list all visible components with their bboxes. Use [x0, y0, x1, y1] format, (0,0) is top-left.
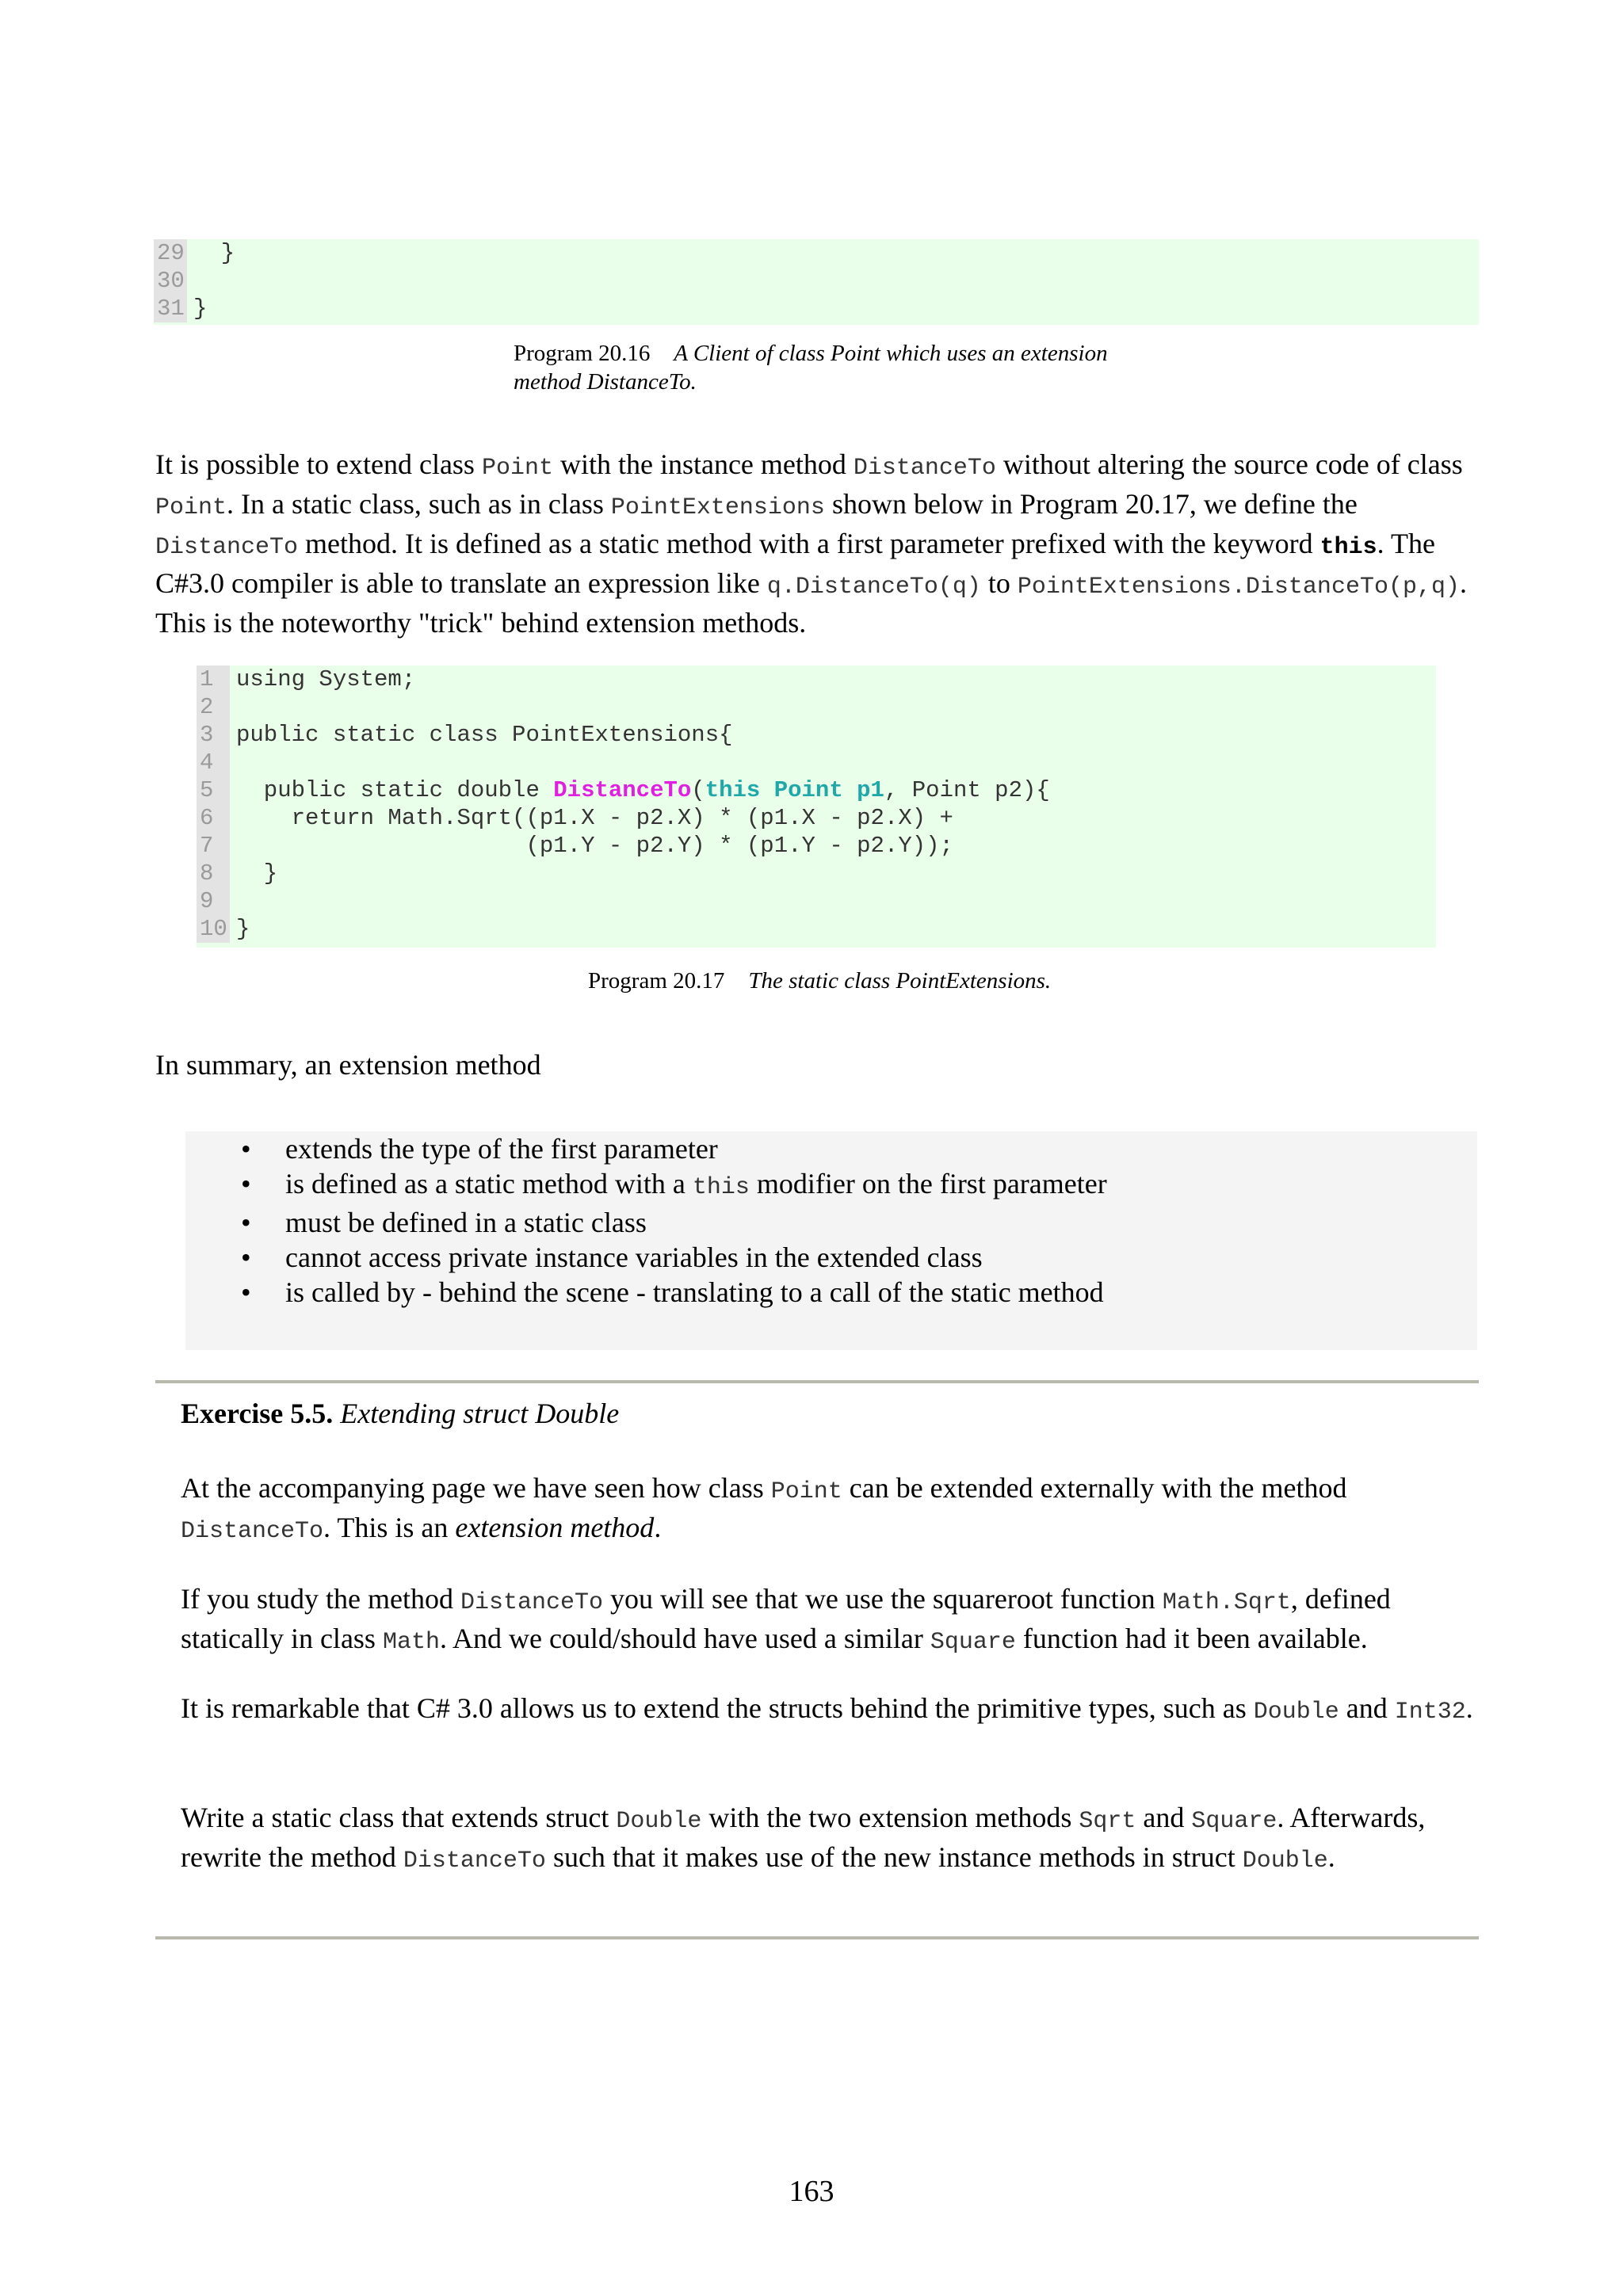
- text: function had it been available.: [1015, 1623, 1368, 1654]
- program-caption-20-16: [514, 339, 1108, 396]
- exercise-title: Extending struct Double: [340, 1398, 620, 1429]
- emphasis: extension method: [455, 1512, 655, 1543]
- text: . This is an: [323, 1512, 456, 1543]
- text: If you study the method: [181, 1583, 460, 1615]
- code-line: [197, 860, 1436, 887]
- intro-paragraph: [155, 447, 1480, 641]
- this-param-highlight: this Point p1: [705, 777, 884, 803]
- caption-title: A Client of class Point which uses an extension: [674, 341, 1108, 366]
- bullet: •: [241, 1133, 251, 1165]
- code-text: public static class PointExtensions{: [236, 722, 733, 748]
- code-inline: Math.Sqrt: [1162, 1589, 1291, 1616]
- code-text: }: [236, 860, 278, 887]
- list-item: [241, 1131, 1107, 1166]
- line-number: 3: [197, 721, 230, 749]
- caption-number: Program 20.17: [588, 968, 725, 994]
- caption-title: The static class PointExtensions.: [748, 968, 1052, 994]
- program-caption-20-17: [588, 967, 1051, 995]
- text: can be extended externally with the method: [842, 1472, 1347, 1504]
- text: such that it makes use of the new instance methods in struct: [545, 1841, 1243, 1873]
- code-text: return Math.Sqrt((p1.X - p2.X) * (p1.X - p2.X) +: [236, 805, 953, 831]
- code-inline: PointExtensions.DistanceTo(p,q): [1017, 574, 1460, 601]
- text: with the instance method: [552, 448, 854, 480]
- list-item: [241, 1166, 1107, 1205]
- code-inline: Point: [481, 455, 553, 482]
- text: .: [654, 1512, 662, 1543]
- exercise-paragraph-3: [181, 1691, 1477, 1730]
- code-keyword: this: [1319, 534, 1377, 561]
- code-line: [197, 693, 1436, 721]
- text: . In a static class, such as in class: [227, 488, 611, 520]
- item-text: cannot access private instance variables in the extended class: [285, 1241, 983, 1273]
- code-inline: DistanceTo: [181, 1518, 324, 1545]
- text: to: [980, 567, 1018, 599]
- text: . Afterwards, rewrite the method: [181, 1802, 1426, 1873]
- line-number: 5: [197, 776, 230, 804]
- code-inline: PointExtensions: [610, 494, 825, 521]
- text: shown below in Program 20.17, we define the: [824, 488, 1358, 520]
- text: you will see that we use the squareroot function: [602, 1583, 1163, 1615]
- code-line: [197, 887, 1436, 915]
- code-text: }: [236, 916, 250, 942]
- item-text: extends the type of the first parameter: [285, 1133, 718, 1165]
- code-inline: Int32: [1394, 1699, 1466, 1726]
- text: It is remarkable that C# 3.0 allows us to extend the structs behind the primitive types, such as: [181, 1692, 1254, 1724]
- code-block-point-extensions: [197, 666, 1436, 948]
- summary-list: [241, 1131, 1107, 1310]
- text: It is possible to extend class: [155, 448, 482, 480]
- code-text-part: (: [691, 777, 705, 803]
- text: method. It is defined as a static method with a first parameter prefixed with the keyword: [298, 528, 1320, 559]
- bullet: •: [241, 1207, 251, 1238]
- summary-box: [185, 1131, 1477, 1350]
- code-block-top: [154, 239, 1479, 325]
- exercise-label: Exercise 5.5.: [181, 1398, 334, 1429]
- exercise-top-rule: [155, 1380, 1479, 1383]
- exercise-paragraph-1: [181, 1470, 1477, 1550]
- list-item: [241, 1205, 1107, 1240]
- exercise-paragraph-4: [181, 1800, 1477, 1879]
- item-text: is defined as a static method with a: [285, 1168, 693, 1199]
- code-line: [197, 749, 1436, 776]
- code-text: using System;: [236, 666, 416, 692]
- text: Write a static class that extends struct: [181, 1802, 617, 1833]
- code-text: }: [193, 296, 208, 322]
- text: without altering the source code of class: [995, 448, 1463, 480]
- code-line: [197, 804, 1436, 832]
- text: , defined statically in class: [181, 1583, 1391, 1654]
- code-inline: DistanceTo: [460, 1589, 603, 1616]
- code-line: [197, 915, 1436, 943]
- code-line: [197, 666, 1436, 693]
- code-line: [154, 239, 1479, 267]
- code-line: [197, 776, 1436, 804]
- line-number: 30: [154, 267, 187, 295]
- line-number: 4: [197, 749, 230, 776]
- code-line: [154, 267, 1479, 295]
- code-inline: DistanceTo: [155, 534, 299, 561]
- code-text-part: public static double: [236, 777, 554, 803]
- text: and: [1338, 1692, 1395, 1724]
- text: .: [1327, 1841, 1335, 1873]
- code-inline: Double: [1253, 1699, 1339, 1726]
- code-inline: Sqrt: [1079, 1808, 1136, 1835]
- item-text: is called by - behind the scene - translating to a call of the static method: [285, 1276, 1104, 1308]
- text: At the accompanying page we have seen how class: [181, 1472, 771, 1504]
- code-inline: Double: [1242, 1848, 1328, 1875]
- code-inline: Square: [930, 1629, 1016, 1656]
- exercise-bottom-rule: [155, 1936, 1479, 1939]
- code-line: [197, 721, 1436, 749]
- code-line: [154, 295, 1479, 322]
- code-text: [230, 887, 236, 915]
- code-inline: Double: [616, 1808, 702, 1835]
- code-inline: Math: [382, 1629, 440, 1656]
- text: .: [1465, 1692, 1473, 1724]
- bullet: •: [241, 1168, 251, 1199]
- text: . And we could/should have used a similar: [439, 1623, 930, 1654]
- line-number: 10: [197, 915, 230, 943]
- code-line: [197, 832, 1436, 860]
- code-text: [230, 776, 1050, 804]
- code-text: [187, 267, 193, 295]
- code-inline: Point: [155, 494, 227, 521]
- code-inline: q.DistanceTo(q): [766, 574, 981, 601]
- bullet: •: [241, 1276, 251, 1308]
- list-item: [241, 1240, 1107, 1275]
- line-number: 29: [154, 239, 187, 267]
- text: and: [1136, 1802, 1192, 1833]
- code-inline: this: [692, 1174, 750, 1201]
- page-number: 163: [789, 2175, 834, 2208]
- summary-intro: In summary, an extension method: [155, 1049, 541, 1081]
- list-item: [241, 1275, 1107, 1310]
- code-inline: DistanceTo: [853, 455, 996, 482]
- item-text: modifier on the first parameter: [749, 1168, 1107, 1199]
- text: with the two extension methods: [701, 1802, 1079, 1833]
- exercise-paragraph-2: [181, 1581, 1477, 1661]
- code-text: [230, 749, 236, 776]
- line-number: 6: [197, 804, 230, 832]
- code-text-part: , Point p2){: [884, 777, 1050, 803]
- text: . The C#3.0 compiler is able to translate an expression like: [155, 528, 1435, 599]
- exercise-heading: [181, 1396, 619, 1432]
- code-inline: Point: [770, 1478, 842, 1505]
- code-inline: DistanceTo: [403, 1848, 546, 1875]
- code-inline: Square: [1191, 1808, 1277, 1835]
- item-text: must be defined in a static class: [285, 1207, 647, 1238]
- method-name-highlight: DistanceTo: [553, 777, 692, 803]
- code-text: (p1.Y - p2.Y) * (p1.Y - p2.Y));: [236, 833, 953, 859]
- line-number: 1: [197, 666, 230, 693]
- line-number: 7: [197, 832, 230, 860]
- text: . This is the noteworthy "trick" behind extension methods.: [155, 567, 1467, 639]
- line-number: 2: [197, 693, 230, 721]
- line-number: 8: [197, 860, 230, 887]
- code-text: [230, 693, 236, 721]
- bullet: •: [241, 1241, 251, 1273]
- line-number: 31: [154, 295, 187, 322]
- caption-title-cont: method DistanceTo.: [514, 369, 697, 395]
- code-text: }: [193, 240, 235, 266]
- line-number: 9: [197, 887, 230, 915]
- caption-number: Program 20.16: [514, 341, 651, 366]
